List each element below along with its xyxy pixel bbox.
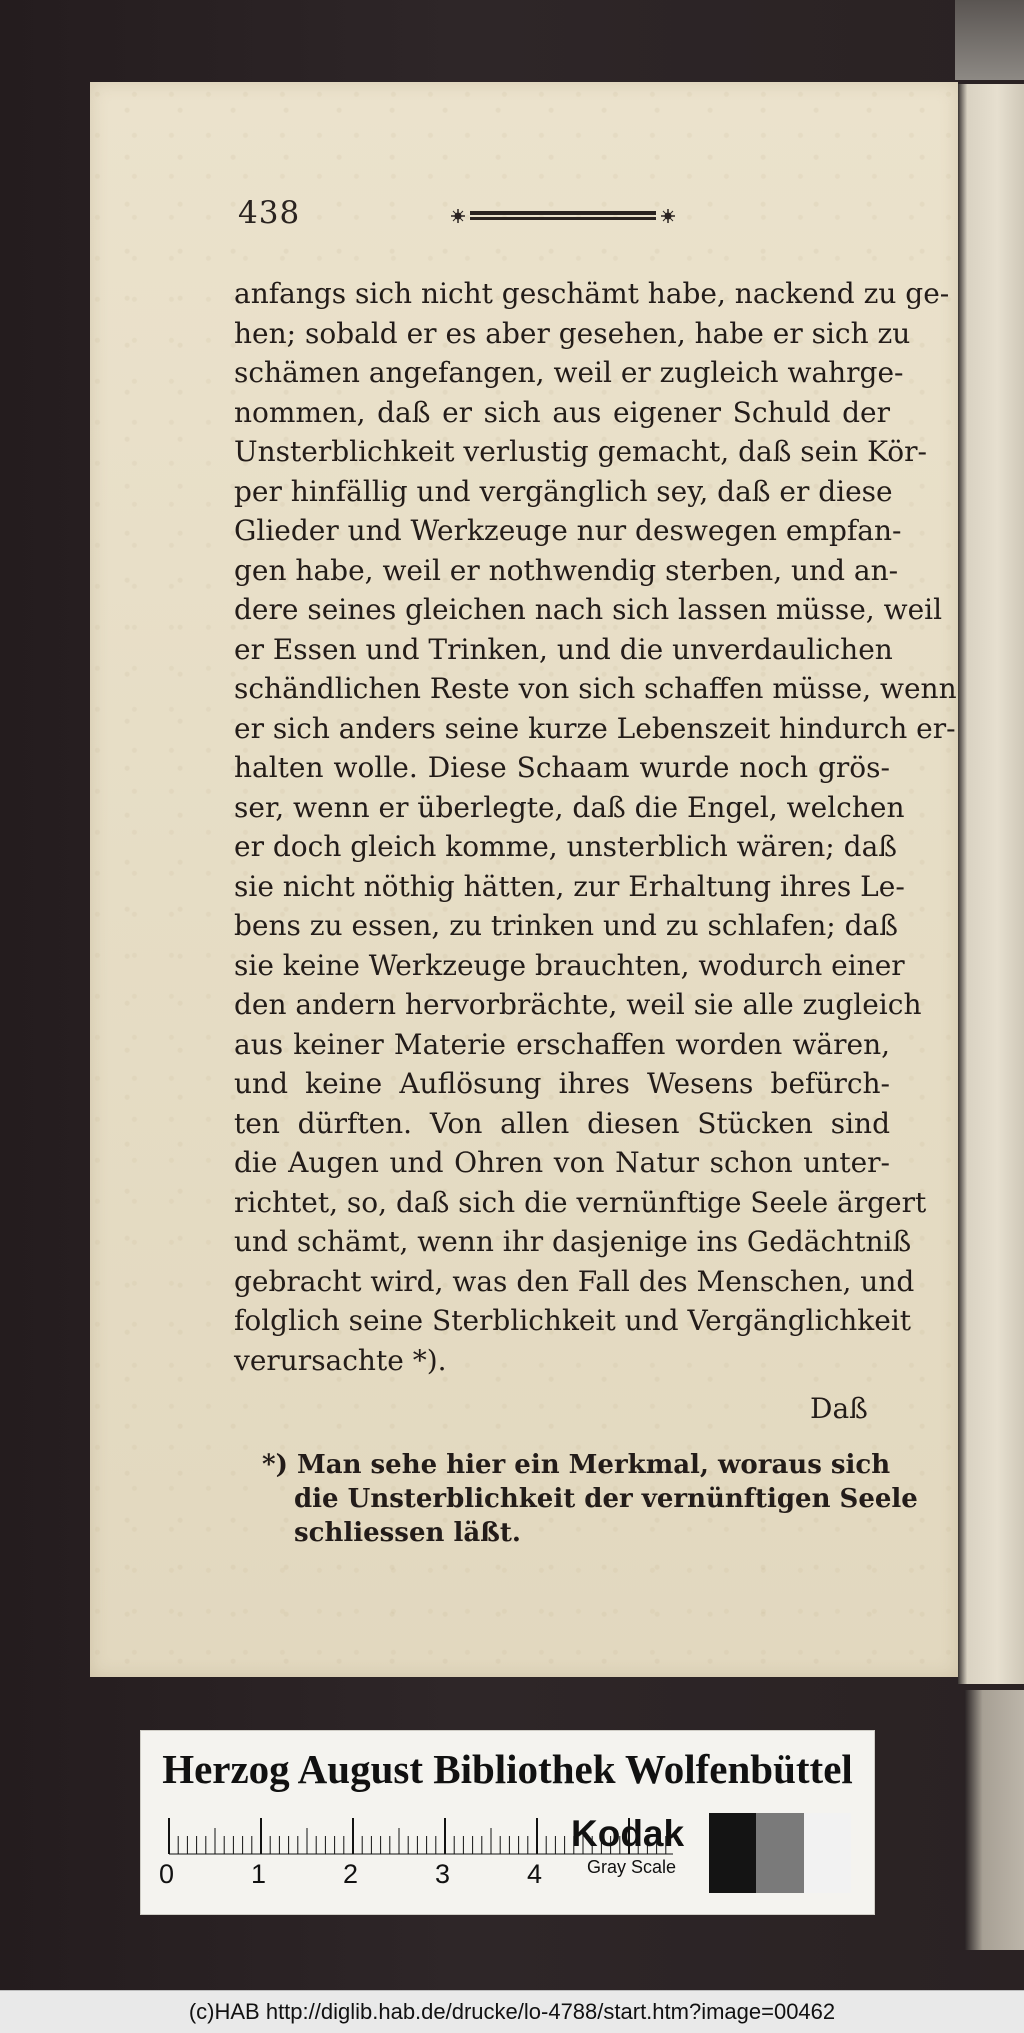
text-line: Unsterblichkeit verlustig gemacht, daß sein Kör- bbox=[234, 435, 927, 468]
text-line: bens zu essen, zu trinken und zu schlafen; daß bbox=[234, 909, 898, 942]
text-line: halten wolle. Diese Schaam wurde noch grös- bbox=[234, 751, 890, 784]
gray-swatch-mid bbox=[756, 1813, 803, 1893]
gray-scale-label: Gray Scale bbox=[587, 1857, 677, 1877]
body-text bbox=[234, 274, 957, 1380]
text-line: den andern hervorbrächte, weil sie alle zugleich bbox=[234, 988, 922, 1021]
library-name: Herzog August Bibliothek Wolfenbüttel bbox=[162, 1746, 853, 1792]
text-line: ten dürften. Von allen diesen Stücken sind bbox=[234, 1106, 890, 1140]
text-line: er Essen und Trinken, und die unverdaulichen bbox=[234, 632, 893, 666]
text-line: gebracht wird, was den Fall des Menschen, und bbox=[234, 1264, 915, 1298]
ruler-label: 2 bbox=[343, 1859, 359, 1889]
text-line: die Augen und Ohren von Natur schon unter- bbox=[234, 1146, 890, 1179]
adjacent-page-edge bbox=[958, 84, 1024, 1684]
ruler-label: 4 bbox=[527, 1859, 543, 1889]
gray-swatches bbox=[709, 1813, 851, 1893]
gray-swatch-dark bbox=[709, 1813, 756, 1893]
text-line: und keine Auflösung ihres Wesens befürch- bbox=[234, 1067, 890, 1100]
adjacent-page-edge-lower bbox=[965, 1690, 1024, 1950]
text-line: anfangs sich nicht geschämt habe, nackend zu ge- bbox=[234, 277, 950, 310]
copyright-footer bbox=[0, 1990, 1024, 2033]
footnote bbox=[262, 1448, 918, 1550]
text-line: aus keiner Materie erschaffen worden wären, bbox=[234, 1027, 890, 1061]
text-line: ser, wenn er überlegte, daß die Engel, welchen bbox=[234, 790, 905, 824]
footnote-line: *) Man sehe hier ein Merkmal, woraus sich bbox=[262, 1450, 891, 1480]
text-line: dere seines gleichen nach sich lassen müsse, weil bbox=[234, 593, 943, 626]
ruler-label: 1 bbox=[251, 1859, 267, 1889]
text-line: sie keine Werkzeuge brauchten, wodurch einer bbox=[234, 948, 905, 982]
text-line: schändlichen Reste von sich schaffen müsse, wenn bbox=[234, 672, 957, 705]
text-line: schämen angefangen, weil er zugleich wahrge- bbox=[234, 356, 904, 389]
header-ornament-icon bbox=[448, 205, 678, 227]
text-line: folglich seine Sterblichkeit und Vergänglichkeit bbox=[234, 1304, 912, 1337]
gray-swatch-light bbox=[804, 1813, 851, 1893]
text-line: nommen, daß er sich aus eigener Schuld der bbox=[234, 395, 890, 429]
page-header bbox=[148, 195, 888, 239]
ruler-label: 0 bbox=[159, 1859, 175, 1889]
copyright-text: (c)HAB http://diglib.hab.de/drucke/lo-4788/start.htm?image=00462 bbox=[188, 1999, 836, 2024]
text-line: sie nicht nöthig hätten, zur Erhaltung ihres Le- bbox=[234, 869, 905, 903]
color-calibration-card bbox=[140, 1730, 875, 1915]
text-line: hen; sobald er es aber gesehen, habe er sich zu bbox=[234, 316, 911, 350]
ruler-label: 3 bbox=[435, 1859, 451, 1889]
page-number: 438 bbox=[238, 195, 301, 231]
text-line: per hinfällig und vergänglich sey, daß er diese bbox=[234, 474, 893, 508]
footnote-line: schliessen läßt. bbox=[294, 1518, 521, 1548]
text-line: und schämt, wenn ihr dasjenige ins Gedächtniß bbox=[234, 1225, 912, 1258]
catchword: Daß bbox=[810, 1392, 868, 1425]
text-line: Glieder und Werkzeuge nur deswegen empfan- bbox=[234, 514, 902, 547]
text-line: er doch gleich komme, unsterblich wären; daß bbox=[234, 830, 897, 863]
text-line: richtet, so, daß sich die vernünftige Seele ärgert bbox=[234, 1185, 927, 1219]
text-line: gen habe, weil er nothwendig sterben, und an- bbox=[234, 553, 899, 587]
scanner-edge bbox=[955, 0, 1024, 80]
text-line: verursachte *). bbox=[234, 1343, 447, 1377]
footnote-line: die Unsterblichkeit der vernünftigen Seele bbox=[294, 1484, 918, 1514]
kodak-logo: Kodak bbox=[571, 1813, 685, 1854]
text-line: er sich anders seine kurze Lebenszeit hindurch er- bbox=[234, 711, 956, 745]
